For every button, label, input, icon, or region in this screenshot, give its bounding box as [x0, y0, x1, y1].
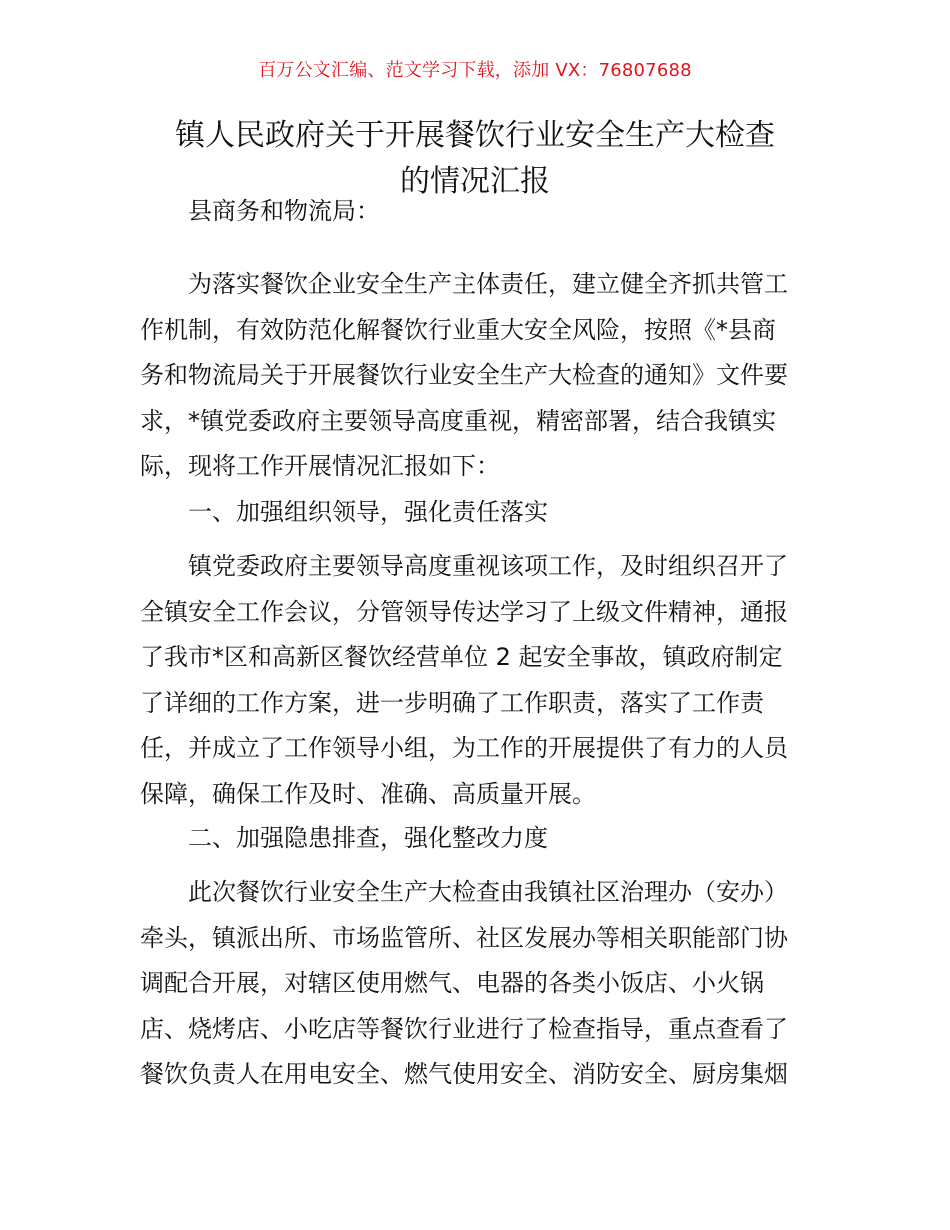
paragraph-line: 任，并成立了工作领导小组，为工作的开展提供了有力的人员: [140, 734, 788, 762]
section-heading-text: 一、加强组织领导，强化责任落实: [188, 498, 548, 526]
watermark-header: 百万公文汇编、范文学习下载，添加 VX：76807688: [258, 60, 692, 81]
paragraph-line: 了我市*区和高新区餐饮经营单位 2 起安全事故，镇政府制定: [140, 643, 783, 671]
paragraph-intro: [140, 262, 812, 490]
paragraph-line: 了详细的工作方案，进一步明确了工作职责，落实了工作责: [140, 688, 764, 717]
paragraph-line: 保障，确保工作及时、准确、高质量开展。: [140, 779, 596, 808]
paragraph-line: 牵头，镇派出所、市场监管所、社区发展办等相关职能部门协: [140, 923, 788, 952]
paragraph-line: 店、烧烤店、小吃店等餐饮行业进行了检查指导，重点查看了: [140, 1014, 788, 1043]
title-line: 镇人民政府关于开展餐饮行业安全生产大检查: [175, 118, 775, 153]
paragraph-section-2: [140, 870, 812, 1098]
section-heading-text: 二、加强隐患排查，强化整改力度: [188, 824, 548, 852]
title-line: 的情况汇报: [400, 164, 550, 199]
paragraph-line: 求，*镇党委政府主要领导高度重视，精密部署，结合我镇实: [140, 406, 776, 435]
paragraph-line: 为落实餐饮企业安全生产主体责任，建立健全齐抓共管工: [188, 270, 788, 298]
paragraph-section-1: [140, 544, 812, 817]
paragraph-line: 调配合开展，对辖区使用燃气、电器的各类小饭店、小火锅: [140, 969, 764, 997]
paragraph-line: 餐饮负责人在用电安全、燃气使用安全、消防安全、厨房集烟: [140, 1060, 788, 1088]
paragraph-line: 作机制，有效防范化解餐饮行业重大安全风险，按照《*县商: [140, 315, 776, 344]
salutation-text: 县商务和物流局：: [188, 197, 380, 225]
paragraph-line: 此次餐饮行业安全生产大检查由我镇社区治理办（安办）: [188, 878, 788, 906]
salutation: [140, 189, 812, 235]
paragraph-line: 际，现将工作开展情况汇报如下：: [140, 452, 500, 480]
section-heading-2: [140, 816, 812, 862]
section-heading-1: [140, 490, 812, 536]
paragraph-line: 全镇安全工作会议，分管领导传达学习了上级文件精神，通报: [140, 597, 788, 626]
paragraph-line: 镇党委政府主要领导高度重视该项工作，及时组织召开了: [188, 552, 788, 580]
paragraph-line: 务和物流局关于开展餐饮行业安全生产大检查的通知》文件要: [140, 361, 788, 389]
